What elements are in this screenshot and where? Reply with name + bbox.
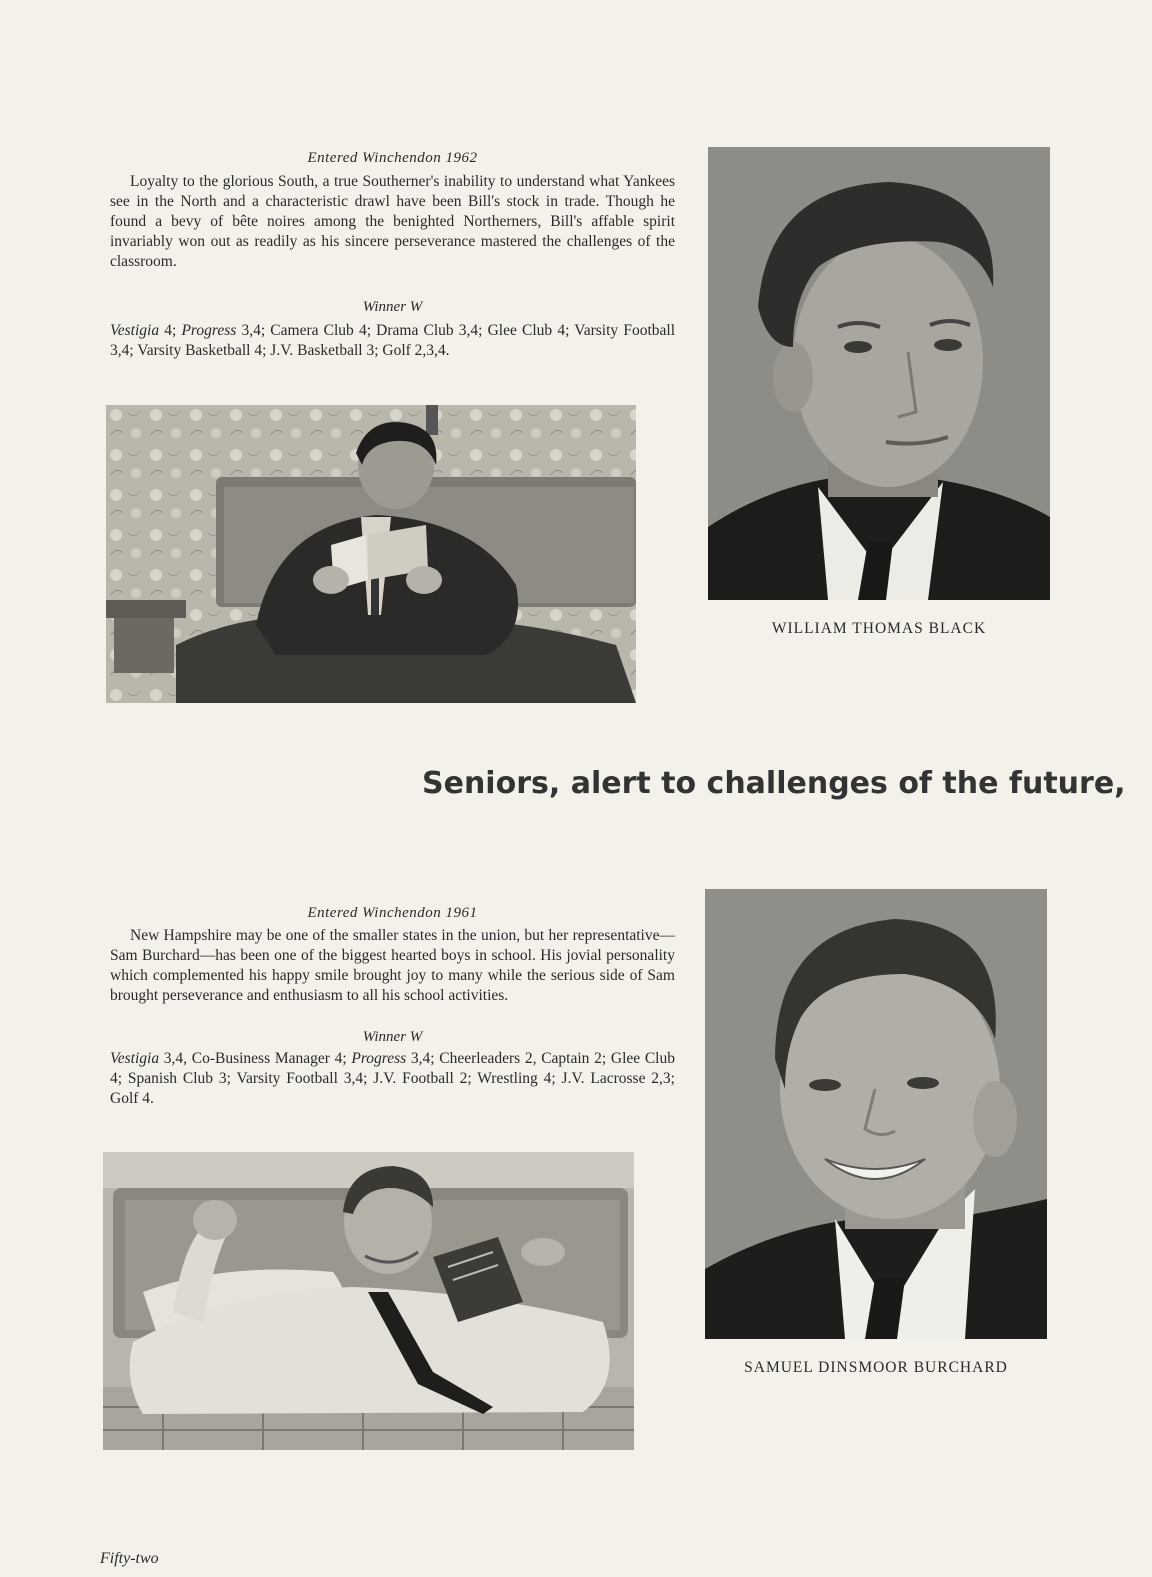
portrait-photo-2 xyxy=(705,889,1047,1339)
activities-run: 3,4; Cheerleaders 2, Captain 2; Glee Club 4; Spanish Club 3; Varsity Football 3,4; J.V. Football 2; Wrestling 4; J.V. Lacrosse 2,3; Golf 4. xyxy=(110,1050,675,1107)
activities-2 xyxy=(110,1049,675,1109)
page-number: Fifty-two xyxy=(100,1550,159,1567)
bio-2: New Hampshire may be one of the smaller states in the union, but her representative—Sam Burchard—has been one of the biggest hearted boys in school. His jovial personality which complemented his happy smile brought joy to many while the serious side of Sam brought perseverance and enthusiasm to all his school activities. xyxy=(110,927,675,1004)
bio-1: Loyalty to the glorious South, a true Southerner's inability to understand what Yankees see in the North and a characteristic drawl have been Bill's stock in trade. Though he found a bevy of bête noires among the benighted Northerners, Bill's affable spirit invariably won out as readily as his sincere perseverance mastered the challenges of the classroom. xyxy=(110,173,675,270)
activities-1 xyxy=(110,321,675,361)
award-1: Winner W xyxy=(362,299,423,315)
activities-run: 3,4; Camera Club 4; Drama Club 3,4; Glee Club 4; Varsity Football 3,4; Varsity Basketball 4; J.V. Basketball 3; Golf 2,3,4. xyxy=(110,322,675,359)
activities-run: Vestigia xyxy=(110,322,160,339)
entered-year-1: Entered Winchendon 1962 xyxy=(307,150,478,166)
student-name-1: WILLIAM THOMAS BLACK xyxy=(771,620,987,637)
entered-year-2: Entered Winchendon 1961 xyxy=(307,905,478,921)
student-name-2: SAMUEL DINSMOOR BURCHARD xyxy=(744,1359,1008,1376)
activities-run: Progress xyxy=(181,322,237,339)
candid-photo-2 xyxy=(103,1152,634,1450)
activities-run: 3,4, Co-Business Manager 4; xyxy=(159,1050,352,1067)
page-headline: Seniors, alert to challenges of the future, xyxy=(422,766,1126,801)
candid-photo-1 xyxy=(106,405,636,703)
activities-run: Vestigia xyxy=(110,1050,160,1067)
activities-run: 4; xyxy=(159,322,182,339)
award-2: Winner W xyxy=(362,1029,423,1045)
activities-run: Progress xyxy=(351,1050,407,1067)
portrait-photo-1 xyxy=(708,147,1050,600)
